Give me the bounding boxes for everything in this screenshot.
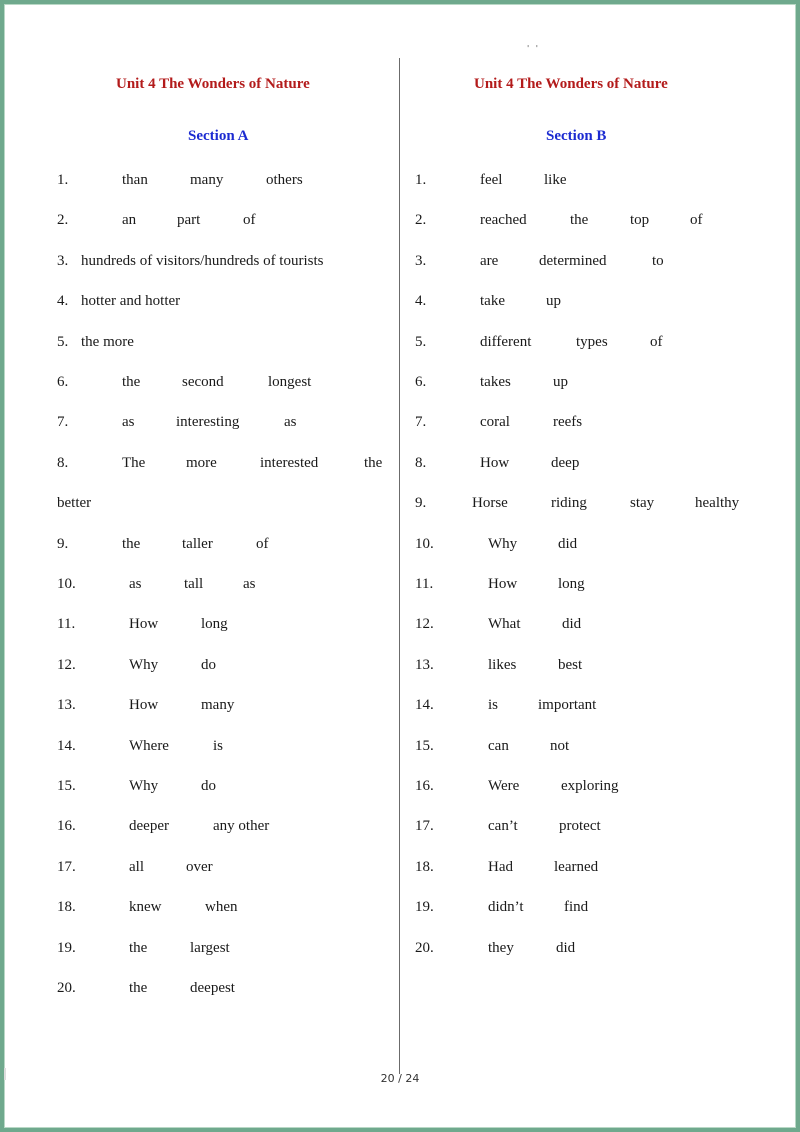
answer-word: How xyxy=(129,616,159,633)
answer-word: can xyxy=(488,737,509,754)
item-number: 10. xyxy=(57,576,76,592)
answer-word: not xyxy=(550,737,570,754)
answer-word: do xyxy=(201,656,216,673)
answer-word: did xyxy=(558,535,578,552)
list-item xyxy=(400,697,800,717)
answer-word: Had xyxy=(488,858,513,875)
answer-word: long xyxy=(201,616,228,633)
answer-word: they xyxy=(488,939,514,956)
answer-word: riding xyxy=(551,495,587,512)
answer-word: learned xyxy=(554,858,599,875)
answer-word: is xyxy=(213,737,224,754)
item-number: 7. xyxy=(415,414,427,431)
list-item xyxy=(400,495,800,515)
answer-word: Were xyxy=(488,778,520,794)
list-item xyxy=(400,859,800,879)
answer-word: the xyxy=(570,212,589,229)
answer-continuation: better xyxy=(57,495,92,512)
list-item xyxy=(0,899,399,919)
item-number: 12. xyxy=(415,616,434,633)
answer-word: feel xyxy=(480,172,503,188)
item-number: 14. xyxy=(415,697,434,714)
answer-word: more xyxy=(186,454,217,471)
answer-word: did xyxy=(556,939,576,956)
list-item xyxy=(0,818,399,838)
answer-word: protect xyxy=(559,818,601,835)
item-number: 6. xyxy=(415,374,427,390)
item-number: 9. xyxy=(57,535,69,552)
item-number: 1. xyxy=(57,172,69,188)
answer-word: the xyxy=(364,454,383,471)
answer-word: do xyxy=(201,778,216,794)
list-item xyxy=(400,657,800,677)
item-number: 5. xyxy=(57,333,69,350)
item-number: 2. xyxy=(415,212,427,229)
list-item xyxy=(400,576,800,596)
item-number: 6. xyxy=(57,374,69,390)
answer-word: the xyxy=(129,939,148,956)
answer-word: deep xyxy=(551,454,580,471)
answer-word: top xyxy=(630,212,650,229)
list-item xyxy=(400,455,800,475)
item-number: 19. xyxy=(57,939,76,956)
answer-word: The xyxy=(122,454,146,471)
answer-word: others xyxy=(266,172,303,188)
answer-word: different xyxy=(480,333,532,350)
top-mark: ' ' xyxy=(527,44,540,53)
answer-word: interesting xyxy=(176,414,240,431)
answer-word: than xyxy=(122,172,148,188)
item-number: 15. xyxy=(415,737,434,754)
item-number: 7. xyxy=(57,414,69,431)
list-item xyxy=(0,616,399,636)
section-title: Section A xyxy=(188,128,249,144)
answer-word: deepest xyxy=(190,980,235,996)
answer-word: up xyxy=(553,374,568,390)
answer-word: did xyxy=(562,616,582,633)
answer-word: all xyxy=(129,858,144,875)
item-number: 5. xyxy=(415,333,427,350)
answer-phrase: the more xyxy=(81,333,134,350)
answer-word: second xyxy=(182,374,224,390)
list-item xyxy=(400,536,800,556)
unit-title: Unit 4 The Wonders of Nature xyxy=(474,76,668,92)
answer-word: coral xyxy=(480,414,510,431)
page-number: 20 / 24 xyxy=(380,1072,420,1085)
answer-word: up xyxy=(546,293,561,310)
item-number: 9. xyxy=(415,495,427,512)
answer-word: healthy xyxy=(695,495,740,512)
list-item xyxy=(0,657,399,677)
item-number: 3. xyxy=(57,252,69,269)
answer-word: as xyxy=(129,576,142,592)
list-item xyxy=(0,334,399,354)
item-number: 12. xyxy=(57,656,76,673)
item-number: 20. xyxy=(57,980,76,996)
item-number: 10. xyxy=(415,535,434,552)
item-number: 4. xyxy=(57,293,69,310)
answer-word: many xyxy=(190,172,224,188)
item-number: 17. xyxy=(57,858,76,875)
answer-word: over xyxy=(186,858,213,875)
item-number: 3. xyxy=(415,252,427,269)
list-item xyxy=(400,253,800,273)
answer-word: likes xyxy=(488,656,517,673)
list-item xyxy=(0,212,399,232)
answer-word: best xyxy=(558,656,583,673)
item-number: 14. xyxy=(57,737,76,754)
answer-word: the xyxy=(122,535,141,552)
list-item xyxy=(400,293,800,313)
list-item xyxy=(400,738,800,758)
list-item xyxy=(400,374,800,394)
answer-word: any other xyxy=(213,818,270,835)
answer-word: of xyxy=(690,212,703,229)
item-number: 4. xyxy=(415,293,427,310)
answer-word: deeper xyxy=(129,818,169,835)
answer-word: takes xyxy=(480,374,511,390)
answer-word: many xyxy=(201,697,235,714)
answer-word: taller xyxy=(182,535,213,552)
item-number: 18. xyxy=(415,858,434,875)
item-number: 2. xyxy=(57,212,69,229)
list-item-continuation xyxy=(0,495,399,515)
list-item xyxy=(0,455,399,475)
answer-word: Where xyxy=(129,737,169,754)
answer-word: reefs xyxy=(553,414,583,431)
answer-word: to xyxy=(652,252,664,269)
answer-word: like xyxy=(544,172,567,188)
answer-word: Why xyxy=(129,778,159,794)
list-item xyxy=(0,576,399,596)
answer-word: How xyxy=(488,576,518,592)
answer-word: of xyxy=(256,535,269,552)
answer-word: tall xyxy=(184,576,204,592)
answer-word: is xyxy=(488,697,499,714)
answer-word: types xyxy=(576,333,608,350)
answer-word: take xyxy=(480,293,505,310)
answer-word: Horse xyxy=(472,495,508,512)
item-number: 16. xyxy=(415,778,434,794)
answer-word: part xyxy=(177,212,201,229)
answer-word: largest xyxy=(190,939,230,956)
list-item xyxy=(0,253,399,273)
item-number: 16. xyxy=(57,818,76,835)
answer-word: of xyxy=(243,212,256,229)
answer-word: Why xyxy=(129,656,159,673)
item-number: 11. xyxy=(57,616,76,633)
answer-word: longest xyxy=(268,374,312,390)
list-item xyxy=(0,414,399,434)
item-number: 18. xyxy=(57,899,76,916)
list-item xyxy=(0,859,399,879)
answer-word: as xyxy=(243,576,256,592)
item-number: 8. xyxy=(415,454,427,471)
answer-phrase: hundreds of visitors/hundreds of tourists xyxy=(81,252,324,269)
list-item xyxy=(400,334,800,354)
list-item xyxy=(0,980,399,1000)
answer-word: the xyxy=(129,980,148,996)
answer-word: What xyxy=(488,616,521,633)
answer-word: How xyxy=(129,697,159,714)
list-item xyxy=(400,212,800,232)
answer-phrase: hotter and hotter xyxy=(81,293,181,310)
answer-word: when xyxy=(205,899,238,916)
list-item xyxy=(400,616,800,636)
section-title: Section B xyxy=(546,128,607,144)
list-item xyxy=(400,172,800,192)
item-number: 15. xyxy=(57,778,76,794)
list-item xyxy=(400,778,800,798)
list-item xyxy=(0,697,399,717)
answer-word: of xyxy=(650,333,663,350)
list-item xyxy=(400,818,800,838)
list-item xyxy=(0,778,399,798)
answer-word: interested xyxy=(260,454,319,471)
list-item xyxy=(0,940,399,960)
answer-word: determined xyxy=(539,252,607,269)
unit-title: Unit 4 The Wonders of Nature xyxy=(116,76,310,92)
answer-word: Why xyxy=(488,535,518,552)
item-number: 1. xyxy=(415,172,427,188)
list-item xyxy=(400,414,800,434)
item-number: 8. xyxy=(57,454,69,471)
item-number: 19. xyxy=(415,899,434,916)
list-item xyxy=(400,899,800,919)
answer-word: reached xyxy=(480,212,527,229)
list-item xyxy=(0,172,399,192)
list-item xyxy=(400,940,800,960)
item-number: 17. xyxy=(415,818,434,835)
answer-word: find xyxy=(564,899,589,916)
item-number: 13. xyxy=(57,697,76,714)
item-number: 13. xyxy=(415,656,434,673)
answer-word: long xyxy=(558,576,585,592)
item-number: 20. xyxy=(415,939,434,956)
list-item xyxy=(0,738,399,758)
answer-word: as xyxy=(122,414,135,431)
list-item xyxy=(0,536,399,556)
answer-word: important xyxy=(538,697,597,714)
answer-word: stay xyxy=(630,495,655,512)
answer-word: an xyxy=(122,212,137,229)
item-number: 11. xyxy=(415,576,434,592)
answer-word: as xyxy=(284,414,297,431)
answer-word: the xyxy=(122,374,141,390)
answer-word: knew xyxy=(129,899,162,916)
list-item xyxy=(0,374,399,394)
answer-word: can’t xyxy=(488,818,518,835)
answer-word: are xyxy=(480,252,499,269)
answer-word: didn’t xyxy=(488,899,524,916)
answer-word: exploring xyxy=(561,778,619,794)
answer-word: How xyxy=(480,454,510,471)
list-item xyxy=(0,293,399,313)
